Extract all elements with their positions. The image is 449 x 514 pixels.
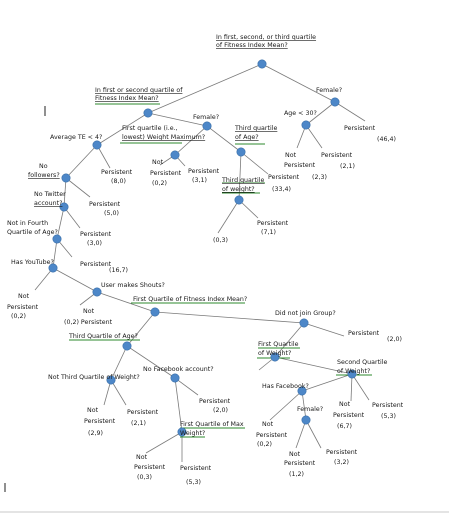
label-third-quartile-age-line1: Third quartile <box>235 125 278 132</box>
label-third-quartile-age-line2: of Age? <box>235 134 259 141</box>
label-third-quartile-weight-line1: Third quartile <box>222 177 265 184</box>
label-avg-te: Average TE < 4? <box>50 134 103 141</box>
node-root <box>258 60 266 68</box>
node-female-top <box>331 98 339 106</box>
label-not-0-2-c: Not <box>83 308 95 315</box>
label-first-quartile-weight-b-line1: First Quartile <box>258 341 299 348</box>
label-count-3-0: (3,0) <box>87 240 102 247</box>
label-not-0-2-b: Not <box>18 293 30 300</box>
node-age-lt-30 <box>302 121 310 129</box>
label-persistent-2-1-c: Persistent <box>127 409 159 416</box>
label-count-2-0-b: (2,0) <box>213 407 228 414</box>
node-female-low <box>302 416 310 424</box>
label-not-2-1: Not <box>285 152 297 159</box>
label-not-6-7: Not <box>339 401 351 408</box>
label-persistent-2-1-a: Persistent <box>284 162 316 169</box>
label-female-top: Female? <box>316 87 343 94</box>
label-count-5-3-b: (5,3) <box>186 479 201 486</box>
node-first-second-quartile <box>144 109 152 117</box>
label-persistent-3-0: Persistent <box>80 231 112 238</box>
label-first-quartile-max-weight-line2: Weight? <box>180 430 206 437</box>
label-first-second-line2: Fitness Index Mean? <box>95 95 159 102</box>
label-not-fourth-line2: Quartile of Age? <box>7 229 58 236</box>
label-persistent-5-0: Persistent <box>89 201 121 208</box>
label-first-quartile-weight-b-line2: of Weight? <box>258 350 292 357</box>
label-no-twitter-line2: account? <box>34 200 63 207</box>
label-persistent-8-0: Persistent <box>101 169 133 176</box>
node-makes-shouts <box>93 288 101 296</box>
label-third-quartile-age-low: Third Quartile of Age? <box>69 333 138 340</box>
label-first-quartile-fitness: First Quartile of Fitness Index Mean? <box>133 296 248 303</box>
label-count-0-2-d: (0,2) <box>257 441 272 448</box>
node-female-mid <box>203 122 211 130</box>
label-female-mid: Female? <box>193 114 220 121</box>
label-not-1-2: Not <box>289 451 301 458</box>
label-persistent-5-3-b: Persistent <box>180 465 212 472</box>
label-count-2-9: (2,9) <box>88 430 103 437</box>
label-second-quartile-weight-line1: Second Quartile <box>337 359 388 366</box>
label-not-fourth-line1: Not in Fourth <box>7 220 49 227</box>
label-persistent-46-4: Persistent <box>344 125 376 132</box>
label-third-quartile-weight-line2: of weight? <box>222 186 255 193</box>
node-first-quartile-weight <box>171 151 179 159</box>
label-count-7-1: (7,1) <box>261 229 276 236</box>
label-no-facebook: No Facebook account? <box>143 366 214 373</box>
label-second-quartile-weight-line2: of Weight? <box>337 368 371 375</box>
label-persistent-0-2-b: Persistent <box>7 304 39 311</box>
label-count-3-1: (3,1) <box>192 177 207 184</box>
label-count-0-2-a: (0,2) <box>152 180 167 187</box>
label-persistent-5-3-a: Persistent <box>372 402 404 409</box>
label-persistent-7-1: Persistent <box>257 220 289 227</box>
label-count-3-2: (3,2) <box>334 459 349 466</box>
label-count-5-3-a: (5,3) <box>381 413 396 420</box>
label-makes-shouts: User makes Shouts? <box>101 282 165 289</box>
label-not-2-9: Not <box>87 407 99 414</box>
node-no-facebook <box>171 374 179 382</box>
label-count-0-2-b: (0,2) <box>11 313 26 320</box>
label-count-16-7: (16,7) <box>109 267 128 274</box>
label-count-8-0: (8,0) <box>111 178 126 185</box>
label-persistent-2-9: Persistent <box>84 418 116 425</box>
node-third-quartile-age <box>237 148 245 156</box>
label-count-6-7: (6,7) <box>337 423 352 430</box>
label-count-5-0: (5,0) <box>104 210 119 217</box>
label-persistent-2-1-b: Persistent <box>321 152 353 159</box>
node-third-quartile-age-low <box>123 342 131 350</box>
label-persistent-0-2-d: Persistent <box>256 432 288 439</box>
label-root-line2: of Fitness Index Mean? <box>216 42 288 49</box>
label-count-0-2-c-persistent: (0,2) Persistent <box>64 319 113 326</box>
node-did-not-join-group <box>300 319 308 327</box>
label-persistent-33-4: Persistent <box>268 174 300 181</box>
label-persistent-1-2: Persistent <box>284 460 316 467</box>
label-count-33-4: (33,4) <box>272 186 291 193</box>
node-not-fourth-quartile-age <box>53 235 61 243</box>
label-count-2-0-a: (2,0) <box>387 336 402 343</box>
label-root-line1: In first, second, or third quartile <box>216 34 317 41</box>
node-third-quartile-weight <box>235 196 243 204</box>
node-avg-te <box>93 141 101 149</box>
label-persistent-3-1: Persistent <box>188 168 220 175</box>
label-count-0-3-a: (0,3) <box>213 237 228 244</box>
label-persistent-2-0-b: Persistent <box>199 398 231 405</box>
label-first-second-line1: In first or second quartile of <box>95 87 183 94</box>
label-persistent-16-7: Persistent <box>80 261 112 268</box>
label-not-third-quartile-weight: Not Third Quartile of Weight? <box>48 374 140 381</box>
label-count-46-4: (46,4) <box>377 136 396 143</box>
tree-labels <box>7 34 404 486</box>
label-count-2-3: (2,3) <box>312 174 327 181</box>
label-age-lt-30: Age < 30? <box>284 110 317 117</box>
label-no-followers-line1: No <box>39 163 48 170</box>
label-persistent-3-2: Persistent <box>326 449 358 456</box>
label-not-0-3: Not <box>136 454 148 461</box>
label-first-quartile-weight-line2: lowest) Weight Maximum? <box>122 134 206 141</box>
label-no-followers-line2: followers? <box>28 172 60 179</box>
label-first-quartile-weight-line1: First quartile (i.e., <box>122 125 178 132</box>
label-first-quartile-max-weight-line1: First Quartile of Max <box>180 421 244 428</box>
label-count-1-2: (1,2) <box>289 471 304 478</box>
label-persistent-0-2-a: Persistent <box>150 170 182 177</box>
label-did-not-join-group: Did not join Group? <box>275 310 336 317</box>
label-female-low: Female? <box>297 406 324 413</box>
label-count-2-1-c: (2,1) <box>131 420 146 427</box>
label-count-0-3: (0,3) <box>137 474 152 481</box>
label-not-0-2-a: Not <box>152 159 164 166</box>
label-has-youtube: Has YouTube? <box>11 259 54 266</box>
label-has-facebook: Has Facebook? <box>262 383 309 390</box>
label-persistent-2-0-a: Persistent <box>348 330 380 337</box>
label-persistent-6-7: Persistent <box>333 412 365 419</box>
label-count-2-1: (2,1) <box>340 163 355 170</box>
label-not-0-2-d: Not <box>262 421 274 428</box>
label-no-twitter-line1: No Twitter <box>34 191 66 198</box>
node-no-followers <box>62 174 70 182</box>
node-first-quartile-fitness <box>151 308 159 316</box>
label-persistent-0-3: Persistent <box>134 464 166 471</box>
